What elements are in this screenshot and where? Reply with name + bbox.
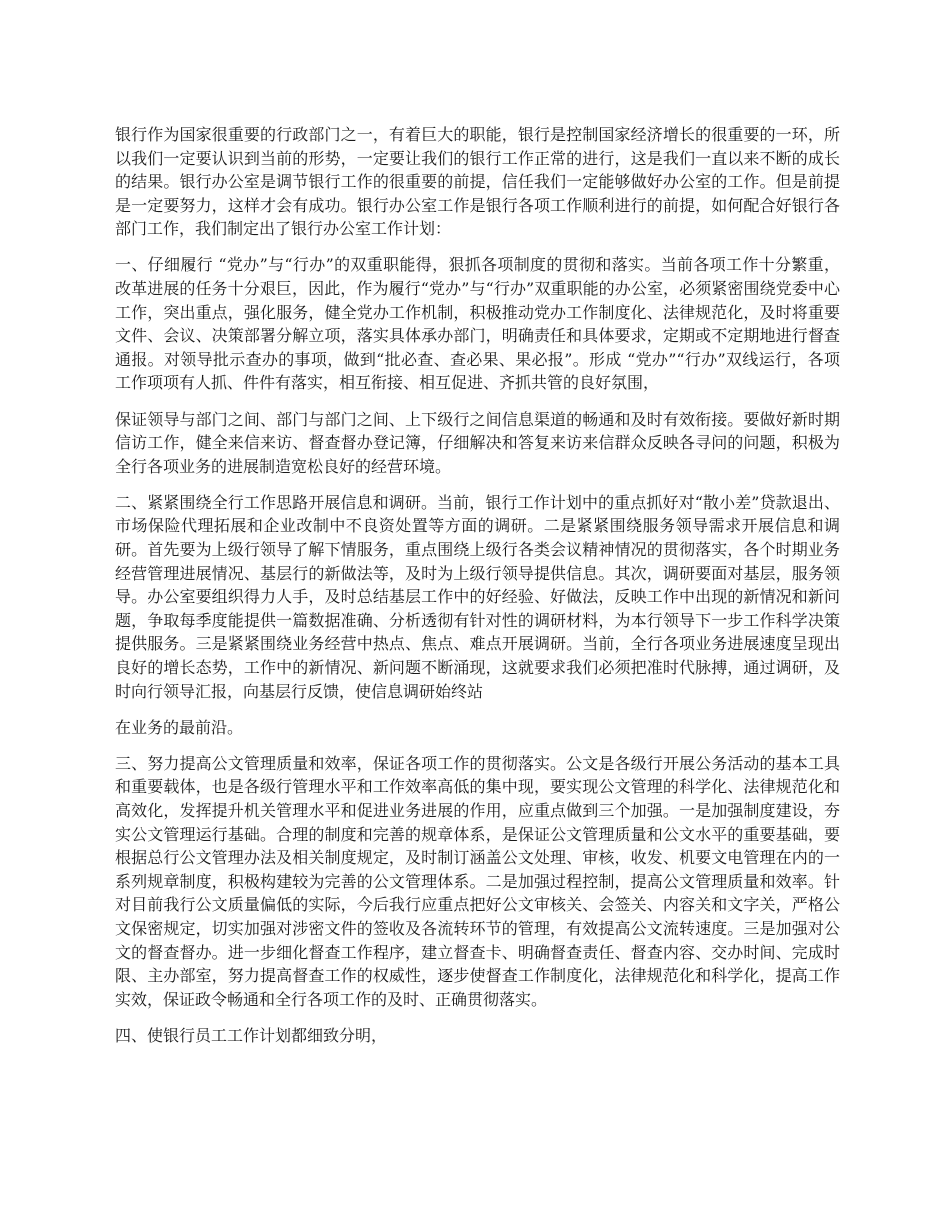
section-two-continued-paragraph: 在业务的最前沿。 — [115, 717, 244, 737]
section-one-continued-paragraph: 保证领导与部门之间、部门与部门之间、上下级行之间信息渠道的畅通和及时有效衔接。要做好新时期信访工作，健全来信来访、督查督办登记簿，仔细解决和答复来访来信群众反映各寻问的问题，积极为全行各项业务的进展制造宽松良好的经营环境。 — [115, 409, 840, 476]
intro-paragraph: 银行作为国家很重要的行政部门之一，有着巨大的职能，银行是控制国家经济增长的很重要的一环，所以我们一定要认识到当前的形势，一定要让我们的银行工作正常的进行，这是我们一直以来不断的成长的结果。银行办公室是调节银行工作的很重要的前提，信任我们一定能够做好办公室的工作。但是前提是一定要努力，这样才会有成功。银行办公室工作是银行各项工作顺利进行的前提，如何配合好银行各部门工作，我们制定出了银行办公室工作计划： — [115, 125, 840, 239]
section-two-paragraph: 二、紧紧围绕全行工作思路开展信息和调研。当前，银行工作计划中的重点抓好对“散小差”贷款退出、市场保险代理拓展和企业改制中不良资处置等方面的调研。二是紧紧围绕服务领导需求开展信息和调研。首先要为上级行领导了解下情服务，重点围绕上级行各类会议精神情况的贯彻落实，各个时期业务经营管理进展情况、基层行的新做法等，及时为上级行领导提供信息。其次，调研要面对基层，服务领导。办公室要组织得力人手，及时总结基层工作中的好经验、好做法，反映工作中出现的新情况和新问题，争取每季度能提供一篇数据准确、分析透彻有针对性的调研材料，为本行领导下一步工作科学决策提供服务。三是紧紧围绕业务经营中热点、焦点、难点开展调研。当前，全行各项业务进展速度呈现出良好的增长态势，工作中的新情况、新问题不断涌现，这就要求我们必须把准时代脉搏，通过调研，及时向行领导汇报，向基层行反馈，使信息调研始终站 — [115, 492, 840, 701]
document-body — [115, 123, 840, 1060]
section-three-paragraph: 三、努力提高公文管理质量和效率，保证各项工作的贯彻落实。公文是各级行开展公务活动的基本工具和重要载体，也是各级行管理水平和工作效率高低的集中现，要实现公文管理的科学化、法律规范化和高效化，发挥提升机关管理水平和促进业务进展的作用，应重点做到三个加强。一是加强制度建设，夯实公文管理运行基础。合理的制度和完善的规章体系，是保证公文管理质量和公文水平的重要基础，要根据总行公文管理办法及相关制度规定，及时制订涵盖公文处理、审核，收发、机要文电管理在内的一系列规章制度，积极构建较为完善的公文管理体系。二是加强过程控制，提高公文管理质量和效率。针对目前我行公文质量偏低的实际，今后我行应重点把好公文审核关、会签关、内容关和文字关，严格公文保密规定，切实加强对涉密文件的签收及各流转环节的管理，有效提高公文流转速度。三是加强对公文的督查督办。进一步细化督查工作程序，建立督查卡、明确督查责任、督查内容、交办时间、完成时限、主办部室，努力提高督查工作的权威性，逐步使督查工作制度化，法律规范化和科学化，提高工作实效，保证政令畅通和全行各项工作的及时、正确贯彻落实。 — [115, 753, 840, 1009]
section-one-paragraph: 一、仔细履行 “党办”与“行办”的双重职能得，狠抓各项制度的贯彻和落实。当前各项工作十分繁重，改革进展的任务十分艰巨，因此，作为履行“党办”与“行办”双重职能的办公室，必须紧密围绕党委中心工作，突出重点，强化服务，健全党办工作机制，积极推动党办工作制度化、法律规范化，及时将重要文件、会议、决策部署分解立项，落实具体承办部门，明确责任和具体要求，定期或不定期地进行督查通报。对领导批示查办的事项，做到“批必查、查必果、果必报”。形成 “党办”“行办”双线运行，各项工作项项有人抓、件件有落实，相互衔接、相互促进、齐抓共管的良好氛围， — [115, 255, 840, 393]
section-four-paragraph: 四、使银行员工工作计划都细致分明， — [115, 1025, 388, 1045]
